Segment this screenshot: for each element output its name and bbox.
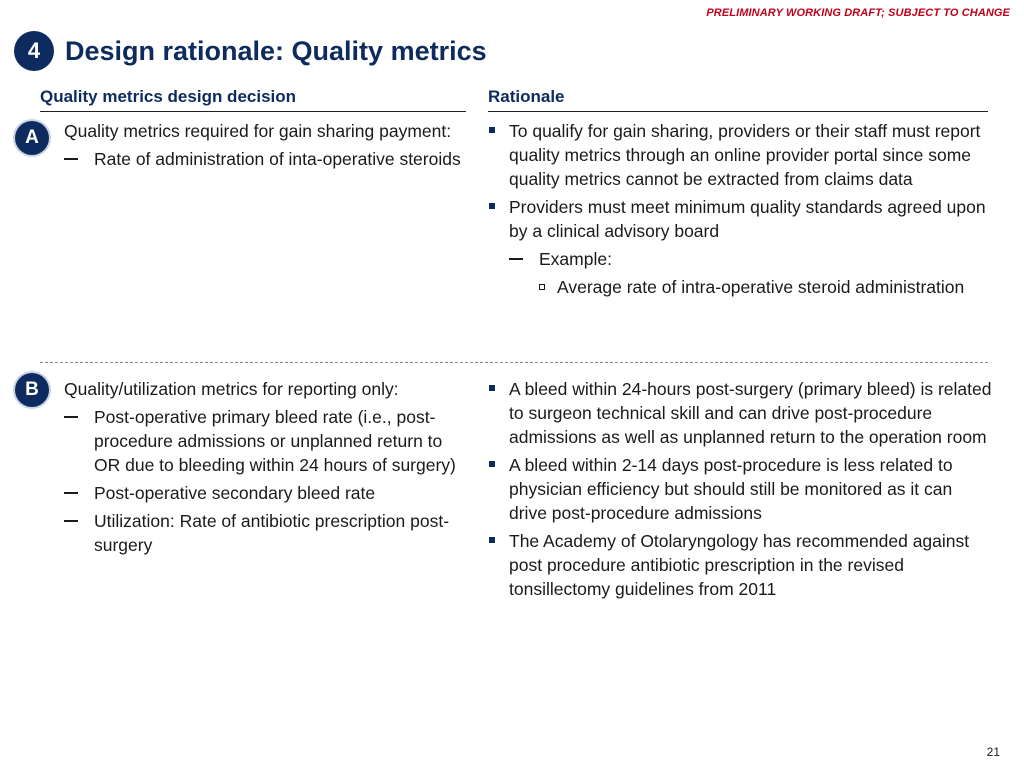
rationale-item [488, 195, 993, 299]
rationale-list [488, 119, 993, 299]
decision-item-text: Rate of administration of inta-operative steroids [94, 149, 461, 169]
rationale-item-text: To qualify for gain sharing, providers or their staff must report quality metrics through an online provider portal since some quality metrics cannot be extracted from claims data [509, 121, 981, 189]
rationale-list [488, 377, 993, 601]
rationale-item [488, 119, 993, 191]
rationale-item-text: The Academy of Otolaryngology has recommended against post procedure antibiotic prescription in the revised tonsillectomy guidelines from 2011 [509, 531, 970, 599]
square-bullet-icon [489, 537, 495, 543]
decision-item-text: Post-operative secondary bleed rate [94, 483, 376, 503]
decision-item [64, 147, 469, 171]
row-b-rationale [488, 377, 993, 605]
square-bullet-icon [489, 385, 495, 391]
square-bullet-icon [489, 203, 495, 209]
section-number-badge: 4 [14, 31, 54, 71]
rationale-subsubitem-text: Average rate of intra-operative steroid administration [557, 277, 965, 297]
dash-bullet-icon [64, 416, 78, 418]
decision-list [64, 147, 469, 171]
rationale-subsublist [539, 275, 993, 299]
decision-item [64, 481, 469, 505]
decision-item [64, 509, 469, 557]
dash-bullet-icon [64, 520, 78, 522]
rationale-subitem-text: Example: [539, 249, 612, 269]
square-bullet-icon [489, 461, 495, 467]
row-a-decision [64, 119, 469, 175]
rationale-subsubitem [539, 275, 993, 299]
draft-disclaimer: PRELIMINARY WORKING DRAFT; SUBJECT TO CHANGE [706, 7, 1010, 19]
page-title: Design rationale: Quality metrics [65, 36, 487, 66]
rationale-item-text: A bleed within 2-14 days post-procedure is less related to physician efficiency but should still be monitored as it can drive post-procedure admissions [509, 455, 953, 523]
row-divider [40, 362, 988, 363]
rationale-item [488, 529, 993, 601]
hollow-square-bullet-icon [539, 284, 545, 290]
decision-item-text: Utilization: Rate of antibiotic prescription post-surgery [94, 511, 450, 555]
dash-bullet-icon [509, 258, 523, 260]
rationale-subitem [509, 247, 993, 299]
rationale-column-header: Rationale [488, 87, 988, 112]
decision-column-header: Quality metrics design decision [40, 87, 466, 112]
decision-item [64, 405, 469, 477]
row-a-rationale [488, 119, 993, 303]
rationale-sublist [509, 247, 993, 299]
decision-heading: Quality metrics required for gain sharing payment: [64, 121, 452, 141]
row-a-marker: A [15, 121, 49, 155]
row-b-marker: B [15, 373, 49, 407]
rationale-item [488, 453, 993, 525]
decision-item-text: Post-operative primary bleed rate (i.e., post-procedure admissions or unplanned return to OR due to bleeding within 24 hours of surgery) [94, 407, 456, 475]
rationale-item-text: Providers must meet minimum quality standards agreed upon by a clinical advisory board [509, 197, 986, 241]
square-bullet-icon [489, 127, 495, 133]
dash-bullet-icon [64, 492, 78, 494]
decision-heading: Quality/utilization metrics for reporting only: [64, 379, 399, 399]
rationale-item [488, 377, 993, 449]
row-b-decision [64, 377, 469, 561]
page-number: 21 [986, 745, 1000, 759]
rationale-item-text: A bleed within 24-hours post-surgery (primary bleed) is related to surgeon technical skill and can drive post-procedure admissions as well as unplanned return to the operation room [509, 379, 992, 447]
dash-bullet-icon [64, 158, 78, 160]
decision-list [64, 405, 469, 557]
